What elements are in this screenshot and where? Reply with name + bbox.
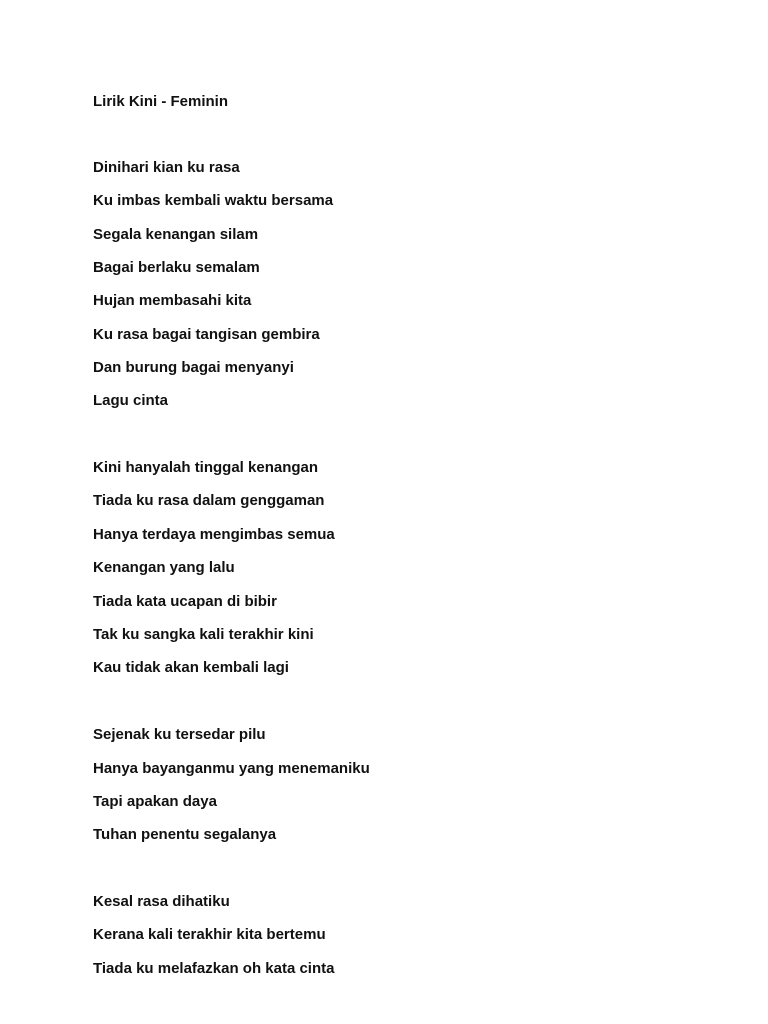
lyric-line: Lagu cinta — [93, 392, 169, 409]
lyric-line: Kenangan yang lalu — [93, 559, 235, 576]
lyric-line: Tapi apakan daya — [93, 793, 217, 810]
lyric-line: Hanya terdaya mengimbas semua — [93, 526, 335, 543]
lyric-line: Tiada ku melafazkan oh kata cinta — [93, 960, 335, 977]
lyric-line: Ku rasa bagai tangisan gembira — [93, 326, 320, 343]
lyric-line: Kerana kali terakhir kita bertemu — [93, 926, 326, 943]
lyric-line: Segala kenangan silam — [93, 226, 259, 243]
lyric-line: Tiada ku rasa dalam genggaman — [93, 492, 325, 509]
lyric-line: Dinihari kian ku rasa — [93, 159, 240, 176]
lyric-line: Ku imbas kembali waktu bersama — [93, 192, 334, 209]
lyric-line: Tak ku sangka kali terakhir kini — [93, 626, 314, 643]
lyric-line: Tiada kata ucapan di bibir — [93, 593, 277, 610]
lyric-line: Hujan membasahi kita — [93, 292, 252, 309]
document-title: Lirik Kini - Feminin — [93, 93, 229, 110]
lyric-line: Kesal rasa dihatiku — [93, 893, 230, 910]
lyric-line: Kini hanyalah tinggal kenangan — [93, 459, 319, 476]
lyric-line: Bagai berlaku semalam — [93, 259, 260, 276]
lyric-line: Dan burung bagai menyanyi — [93, 359, 294, 376]
lyric-line: Kau tidak akan kembali lagi — [93, 659, 289, 676]
lyric-line: Tuhan penentu segalanya — [93, 826, 277, 843]
lyric-line: Sejenak ku tersedar pilu — [93, 726, 266, 743]
lyric-line: Hanya bayanganmu yang menemaniku — [93, 760, 370, 777]
